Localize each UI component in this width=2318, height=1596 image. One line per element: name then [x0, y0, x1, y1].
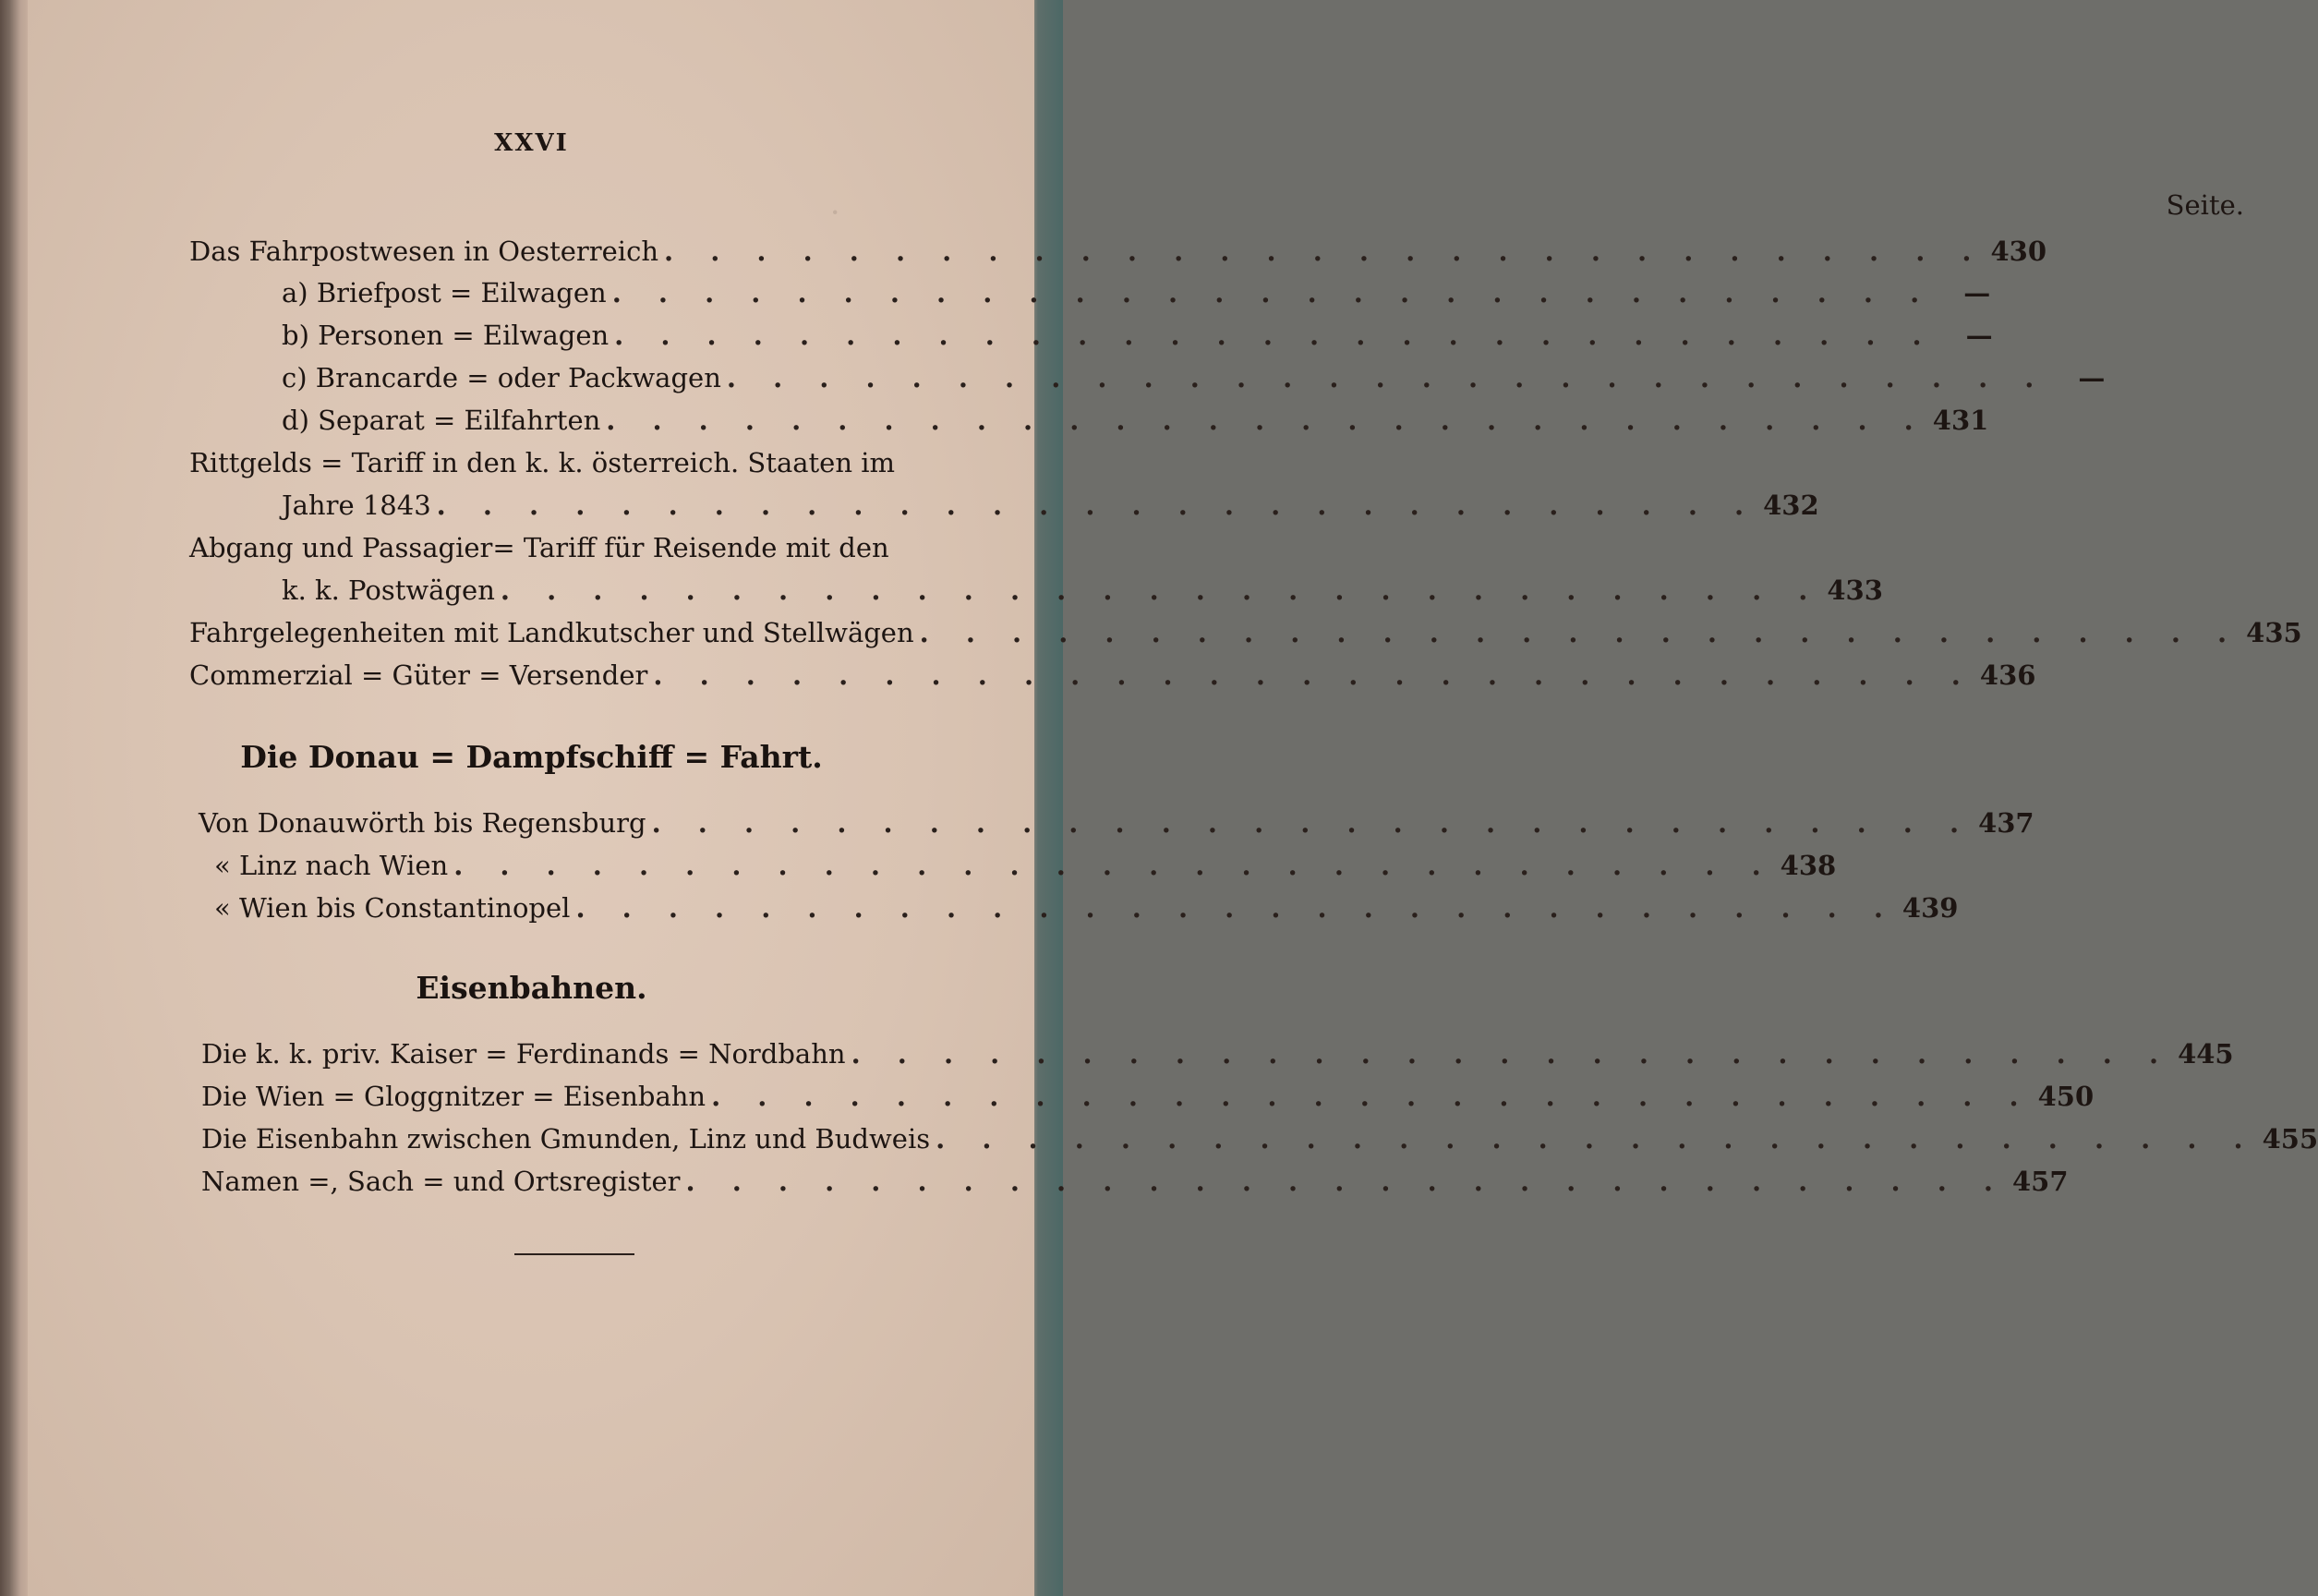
toc-entry — [201, 1081, 2095, 1112]
dot-leader: . . . . . . . . . . . . . . . . . . . . . . . . . . . . . — [500, 574, 1822, 606]
toc-entry-page: 436 — [1979, 659, 2036, 691]
dot-leader: . . . . . . . . . . . . . . . . . . . . . . . . . . . . . — [575, 892, 1897, 924]
toc-entry-title: Das Fahrpostwesen in Oesterreich — [189, 236, 658, 267]
dot-leader: . . . . . . . . . . . . . . . . . . . . . . . . . . . . . — [664, 236, 1986, 267]
dot-leader: . . . . . . . . . . . . . . . . . . . . . . . . . . . . . — [711, 1081, 2033, 1112]
toc-entry-page: 438 — [1780, 850, 1837, 881]
toc-entry — [214, 850, 1837, 881]
toc-entry — [189, 532, 989, 563]
dot-leader: . . . . . . . . . . . . . . . . . . . . . . . . . . . . . — [436, 490, 1758, 521]
dot-leader: . . . . . . . . . . . . . . . . . . . . . . . . . . . . . — [919, 617, 2241, 648]
dot-leader: . . . . . . . . . . . . . . . . . . . . . . . . . . . . . — [936, 1123, 2257, 1155]
dot-leader: . . . . . . . . . . . . . . . . . . . . . . . . . . . . . — [851, 1038, 2173, 1070]
toc-entry-title: d) Separat = Eilfahrten — [282, 405, 601, 436]
dot-leader: . . . . . . . . . . . . . . . . . . . . . . . . . . . . . — [453, 850, 1775, 881]
dot-leader: . . . . . . . . . . . . . . . . . . . . . . . . . . . . . — [685, 1166, 2007, 1197]
toc-entry-title: Die k. k. priv. Kaiser = Ferdinands = Nordbahn — [201, 1038, 846, 1070]
toc-entry-page: 430 — [1990, 236, 2047, 267]
page-number-header: XXVI — [494, 129, 569, 157]
dot-leader: . . . . . . . . . . . . . . . . . . . . . . . . . . . . . — [726, 362, 2048, 393]
toc-entry — [282, 490, 1819, 521]
toc-entry — [282, 362, 2106, 393]
toc-entry — [282, 320, 1993, 351]
toc-entry-page: 439 — [1901, 892, 1959, 924]
toc-entry-title: a) Briefpost = Eilwagen — [282, 277, 607, 308]
toc-entry — [201, 1038, 2234, 1070]
toc-entry-title: Commerzial = Güter = Versender — [189, 659, 648, 691]
toc-entry-title: Von Donauwörth bis Regensburg — [199, 807, 646, 839]
toc-entry — [282, 405, 1989, 436]
toc-entry-title: k. k. Postwägen — [282, 574, 495, 606]
show-through-bleed: · — [831, 199, 839, 225]
toc-entry-page: 432 — [1763, 490, 1819, 521]
page-column-header: Seite. — [2166, 189, 2244, 221]
toc-entry-title: Fahrgelegenheiten mit Landkutscher und Stellwägen — [189, 617, 914, 648]
toc-entry-title: b) Personen = Eilwagen — [282, 320, 610, 351]
toc-entry-page: 437 — [1978, 807, 2034, 839]
toc-entry-title: « Wien bis Constantinopel — [214, 892, 571, 924]
toc-entry — [199, 807, 2034, 839]
toc-entry — [214, 892, 1959, 924]
toc-entry-page: — — [1963, 277, 1991, 308]
toc-entry-page: — — [2078, 362, 2106, 393]
toc-entry-page: 455 — [2262, 1123, 2318, 1155]
toc-entry-page: 433 — [1827, 574, 1883, 606]
section-heading: Die Donau = Dampfschiff = Fahrt. — [240, 739, 823, 775]
toc-entry — [189, 447, 989, 478]
toc-entry — [189, 659, 2036, 691]
toc-entry-title: Rittgelds = Tariff in den k. k. österreich. Staaten im — [189, 447, 896, 478]
toc-entry-page: 445 — [2178, 1038, 2234, 1070]
toc-entry — [282, 277, 1991, 308]
toc-entry — [201, 1166, 2069, 1197]
dot-leader: . . . . . . . . . . . . . . . . . . . . . . . . . . . . . — [651, 807, 1974, 839]
toc-entry — [282, 574, 1883, 606]
toc-entry-page: 450 — [2037, 1081, 2095, 1112]
toc-entry-title: Namen =, Sach = und Ortsregister — [201, 1166, 681, 1197]
toc-entry — [201, 1123, 2318, 1155]
dot-leader: . . . . . . . . . . . . . . . . . . . . . . . . . . . . . — [614, 320, 1936, 351]
toc-entry-title: Abgang und Passagier= Tariff für Reisende mit den — [189, 532, 889, 563]
toc-entry-title: Die Wien = Gloggnitzer = Eisenbahn — [201, 1081, 706, 1112]
toc-entry-title: c) Brancarde = oder Packwagen — [282, 362, 721, 393]
toc-entry-page: 431 — [1932, 405, 1989, 436]
dot-leader: . . . . . . . . . . . . . . . . . . . . . . . . . . . . . — [606, 405, 1927, 436]
dot-leader: . . . . . . . . . . . . . . . . . . . . . . . . . . . . . — [611, 277, 1934, 308]
dot-leader: . . . . . . . . . . . . . . . . . . . . . . . . . . . . . — [653, 659, 1974, 691]
toc-entry — [189, 617, 2302, 648]
toc-entry-title: Jahre 1843 — [282, 490, 431, 521]
toc-entry-page: 457 — [2012, 1166, 2069, 1197]
section-heading: Eisenbahnen. — [416, 970, 647, 1006]
toc-entry-title: « Linz nach Wien — [214, 850, 449, 881]
toc-entry-title: Die Eisenbahn zwischen Gmunden, Linz und Budweis — [201, 1123, 931, 1155]
closing-rule — [514, 1253, 634, 1255]
toc-entry — [189, 236, 2047, 267]
toc-entry-page: 435 — [2246, 617, 2302, 648]
toc-entry-page: — — [1965, 320, 1993, 351]
